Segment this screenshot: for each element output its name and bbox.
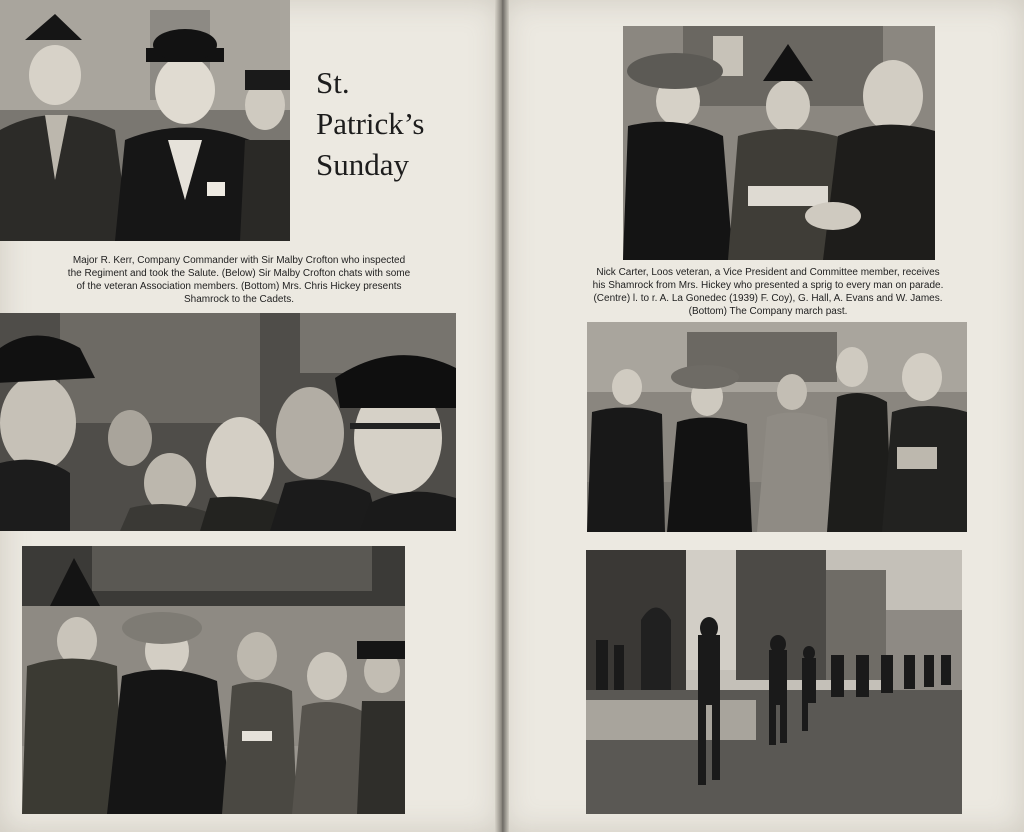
- caption-left-line-3: of the veteran Association members. (Bottom) Mrs. Chris Hickey presents: [76, 281, 402, 292]
- heading-line-3: Sunday: [316, 147, 409, 182]
- page-heading: [316, 62, 425, 185]
- caption-right-line-2: his Shamrock from Mrs. Hickey who presented a sprig to every man on parade.: [592, 280, 944, 291]
- heading-line-1: St.: [316, 65, 350, 100]
- photo-veterans: [0, 313, 456, 531]
- book-spine: [495, 0, 509, 832]
- caption-right-line-4: (Bottom) The Company march past.: [688, 306, 848, 317]
- caption-left: [8, 254, 470, 306]
- caption-left-line-1: Major R. Kerr, Company Commander with Sir Malby Crofton who inspected: [72, 255, 406, 266]
- photo-centre-group: [587, 322, 967, 532]
- caption-right: [548, 266, 988, 318]
- photo-kerr-crofton: [0, 0, 290, 241]
- caption-right-line-1: Nick Carter, Loos veteran, a Vice President and Committee member, receives: [596, 267, 940, 278]
- photo-march-past: [586, 550, 962, 814]
- caption-left-line-2: the Regiment and took the Salute. (Below) Sir Malby Crofton chats with some: [67, 268, 411, 279]
- caption-right-line-3: (Centre) l. to r. A. La Gonedec (1939) F. Coy), G. Hall, A. Evans and W. James.: [593, 293, 943, 304]
- caption-left-line-4: Shamrock to the Cadets.: [183, 294, 295, 305]
- photo-cadets: [22, 546, 405, 814]
- photo-nick-carter: [623, 26, 935, 260]
- heading-line-2: Patrick’s: [316, 106, 425, 141]
